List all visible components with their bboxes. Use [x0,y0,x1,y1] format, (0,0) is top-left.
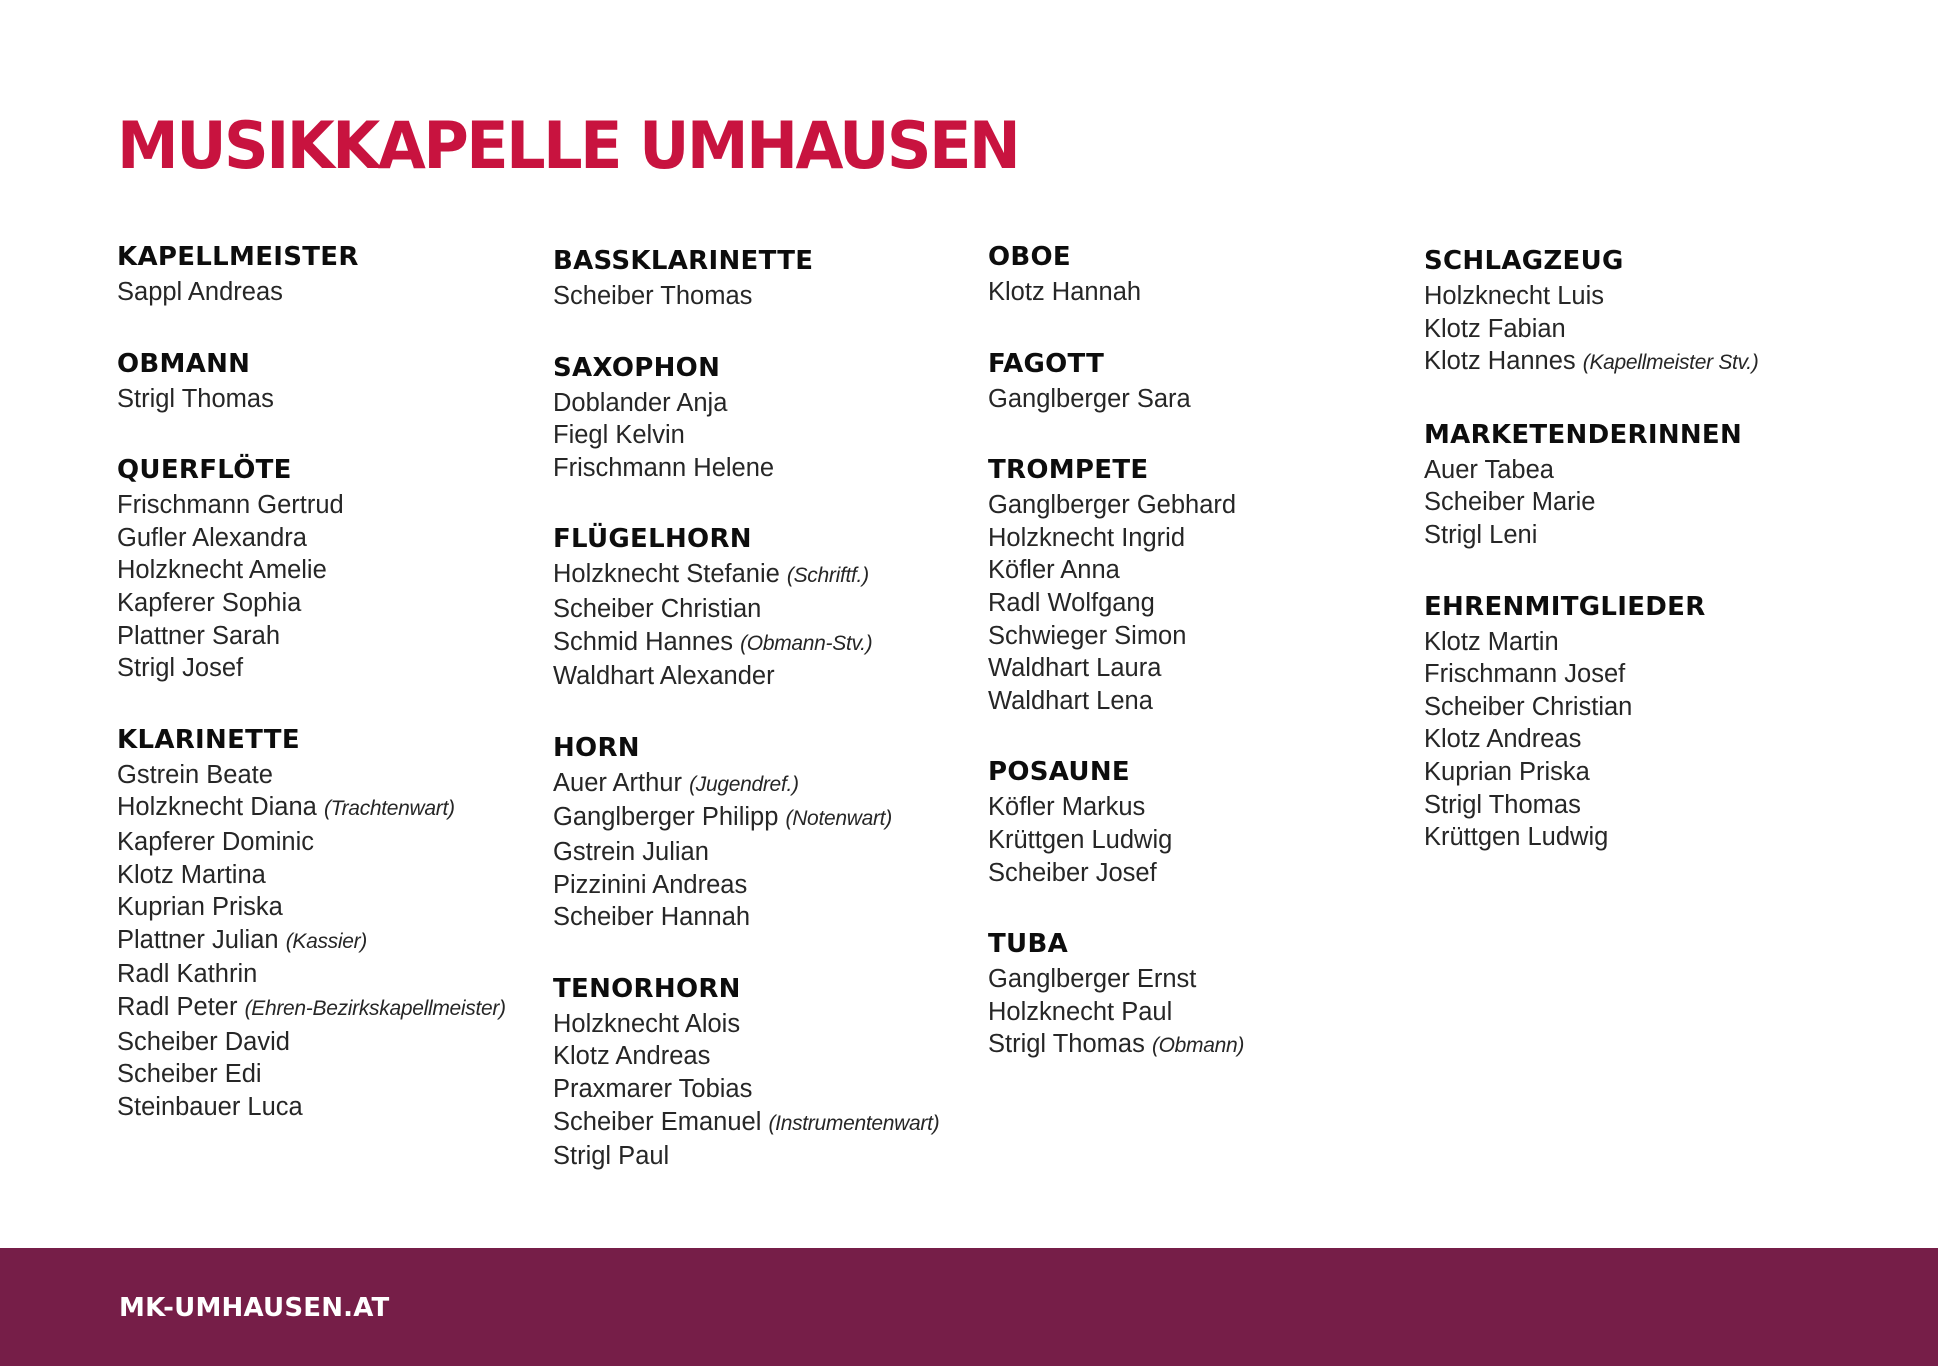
member-name: Köfler Anna [988,556,1120,585]
member-name: Auer Tabea [1424,455,1554,484]
section-bassklarinette [553,244,973,313]
member-entry [117,991,537,1026]
section-heading: BASSKLARINETTE [553,246,814,276]
member-name: Gufler Alexandra [117,523,307,552]
member-name: Scheiber Josef [988,858,1157,887]
section-kapellmeister [117,240,537,309]
member-name: Ganglberger Sara [988,384,1191,413]
section-heading: POSAUNE [988,757,1130,788]
member-name: Kuprian Priska [117,893,283,922]
member-name: Kapferer Sophia [117,588,302,617]
section-heading: HORN [553,732,640,763]
member-entry [117,554,537,587]
member-name: Pizzinini Andreas [553,870,748,899]
section-trompete [988,453,1408,717]
member-entry [117,522,537,555]
section-horn [553,731,973,934]
member-entry [553,1106,973,1141]
section-heading: EHRENMITGLIEDER [1424,591,1706,622]
member-entry [988,791,1408,824]
member-entry [988,685,1408,718]
member-name: Klotz Hannah [988,278,1142,306]
member-entry [988,522,1408,555]
section-schlagzeug [1424,244,1844,380]
section-heading: TROMPETE [988,455,1149,486]
member-name: Waldhart Lena [988,686,1153,715]
member-name: Kuprian Priska [1424,757,1590,786]
member-name: Waldhart Alexander [553,662,775,691]
member-entry [117,791,537,826]
roster-column-3 [988,240,1408,1101]
member-name: Auer Arthur [553,768,682,797]
member-entry [553,1140,973,1173]
member-name: Radl Wolfgang [988,588,1155,617]
member-name: Klotz Andreas [1424,725,1582,754]
member-entry [553,1073,973,1106]
member-entry [553,626,973,661]
section-querflöte [117,453,537,685]
member-entry [117,276,537,309]
member-entry [988,383,1408,416]
member-role: (Schriftf.) [786,564,869,588]
page-title: MUSIKKAPELLE UMHAUSEN [117,107,1019,184]
member-name: Scheiber David [117,1027,290,1056]
member-name: Gstrein Beate [117,760,273,789]
member-entry [988,1028,1408,1063]
member-name: Scheiber Hannah [553,903,751,932]
member-entry [117,383,537,416]
member-name: Klotz Andreas [553,1042,711,1071]
member-name: Holzknecht Alois [553,1009,741,1038]
member-role: (Trachtenwart) [323,797,455,821]
member-entry [117,826,537,859]
member-name: Plattner Julian [117,925,279,954]
member-entry [1424,313,1844,346]
member-name: Gstrein Julian [553,837,709,866]
member-entry [1424,280,1844,313]
member-entry [553,836,973,869]
member-entry [117,958,537,991]
member-entry [1424,756,1844,789]
member-name: Klotz Martina [117,860,266,889]
member-entry [553,452,973,485]
section-heading: FAGOTT [988,348,1105,379]
member-entry [553,419,973,452]
member-role: (Obmann-Stv.) [740,631,873,655]
member-role: (Jugendref.) [689,772,799,796]
section-heading: SAXOPHON [553,352,721,383]
member-name: Plattner Sarah [117,621,281,650]
section-saxophon [553,351,973,485]
section-fagott [988,347,1408,416]
member-name: Ganglberger Ernst [988,965,1197,994]
member-role: (Ehren-Bezirkskapellmeister) [244,996,506,1020]
section-heading: MARKETENDERINNEN [1424,419,1743,450]
member-name: Fiegl Kelvin [553,421,685,450]
section-heading: OBOE [988,242,1071,272]
footer-bar [0,1248,1938,1366]
section-ehrenmitglieder [1424,590,1844,854]
member-entry [117,891,537,924]
section-posaune [988,755,1408,889]
section-tuba [988,927,1408,1063]
member-name: Kapferer Dominic [117,827,314,856]
section-heading: TENORHORN [553,973,741,1004]
member-name: Frischmann Josef [1424,660,1626,689]
member-entry [117,759,537,792]
member-entry [553,387,973,420]
roster-column-2 [553,244,973,1211]
section-oboe [988,240,1408,309]
member-entry [117,652,537,685]
section-heading: OBMANN [117,348,251,379]
member-entry [117,1026,537,1059]
member-entry [1424,626,1844,659]
member-name: Waldhart Laura [988,654,1162,683]
member-name: Ganglberger Philipp [553,803,779,832]
member-name: Scheiber Marie [1424,488,1596,517]
member-entry [1424,691,1844,724]
member-entry [553,1040,973,1073]
member-role: (Kassier) [285,929,367,953]
member-name: Krüttgen Ludwig [988,825,1173,854]
website-link[interactable]: MK-UMHAUSEN.AT [119,1293,390,1323]
member-name: Ganglberger Gebhard [988,491,1237,520]
member-name: Steinbauer Luca [117,1092,303,1121]
section-marketenderinnen [1424,418,1844,552]
member-entry [553,767,973,802]
member-entry [117,620,537,653]
member-role: (Kapellmeister Stv.) [1582,351,1759,375]
member-entry [1424,345,1844,380]
member-name: Scheiber Emanuel [553,1107,762,1136]
member-entry [553,1008,973,1041]
member-name: Strigl Thomas [117,384,274,413]
member-name: Scheiber Christian [553,594,762,623]
member-name: Praxmarer Tobias [553,1074,753,1103]
member-entry [988,652,1408,685]
member-name: Strigl Leni [1424,520,1538,549]
member-name: Klotz Hannes [1424,347,1576,376]
member-name: Strigl Josef [117,654,244,683]
member-name: Strigl Paul [553,1142,670,1171]
member-name: Holzknecht Amelie [117,556,327,585]
member-entry [1424,519,1844,552]
member-name: Radl Kathrin [117,960,258,989]
section-heading: FLÜGELHORN [553,524,752,555]
member-name: Holzknecht Diana [117,793,317,822]
member-entry [988,824,1408,857]
member-entry [117,1091,537,1124]
member-name: Scheiber Christian [1424,692,1633,721]
member-entry [117,1058,537,1091]
member-entry [553,280,973,313]
member-name: Scheiber Thomas [553,282,753,310]
member-entry [553,801,973,836]
member-entry [988,996,1408,1029]
member-name: Frischmann Gertrud [117,491,344,520]
member-name: Schwieger Simon [988,621,1187,650]
section-obmann [117,347,537,416]
roster-column-4 [1424,244,1844,892]
member-entry [1424,789,1844,822]
section-heading: KLARINETTE [117,724,300,755]
member-entry [1424,486,1844,519]
section-heading: QUERFLÖTE [117,455,292,486]
member-entry [988,963,1408,996]
member-name: Holzknecht Stefanie [553,560,780,589]
member-name: Frischmann Helene [553,453,775,482]
member-role: (Notenwart) [785,807,892,831]
member-name: Strigl Thomas [988,1030,1145,1059]
section-klarinette [117,723,537,1124]
member-entry [988,554,1408,587]
member-entry [988,620,1408,653]
section-tenorhorn [553,972,973,1173]
member-name: Sappl Andreas [117,278,283,306]
member-name: Klotz Martin [1424,627,1559,656]
member-name: Radl Peter [117,992,238,1021]
member-entry [117,587,537,620]
member-entry [1424,821,1844,854]
member-entry [988,587,1408,620]
section-flügelhorn [553,522,973,692]
member-entry [1424,454,1844,487]
member-name: Köfler Markus [988,793,1146,822]
member-name: Holzknecht Luis [1424,282,1605,310]
member-entry [553,660,973,693]
member-name: Holzknecht Ingrid [988,523,1186,552]
member-name: Strigl Thomas [1424,790,1581,819]
section-heading: KAPELLMEISTER [117,242,359,272]
member-name: Scheiber Edi [117,1060,262,1089]
member-entry [117,859,537,892]
member-entry [117,489,537,522]
member-entry [553,558,973,593]
section-heading: TUBA [988,929,1068,960]
member-entry [988,276,1408,309]
member-entry [117,924,537,959]
member-entry [553,869,973,902]
section-heading: SCHLAGZEUG [1424,246,1624,276]
member-name: Schmid Hannes [553,627,734,656]
member-entry [988,489,1408,522]
member-name: Doblander Anja [553,388,728,417]
roster-column-1 [117,240,537,1161]
member-entry [988,857,1408,890]
member-entry [553,901,973,934]
member-role: (Obmann) [1151,1034,1245,1058]
member-entry [553,593,973,626]
member-name: Holzknecht Paul [988,997,1173,1026]
member-role: (Instrumentenwart) [768,1111,940,1135]
member-name: Krüttgen Ludwig [1424,823,1609,852]
member-entry [1424,658,1844,691]
member-entry [1424,723,1844,756]
member-name: Klotz Fabian [1424,314,1566,343]
